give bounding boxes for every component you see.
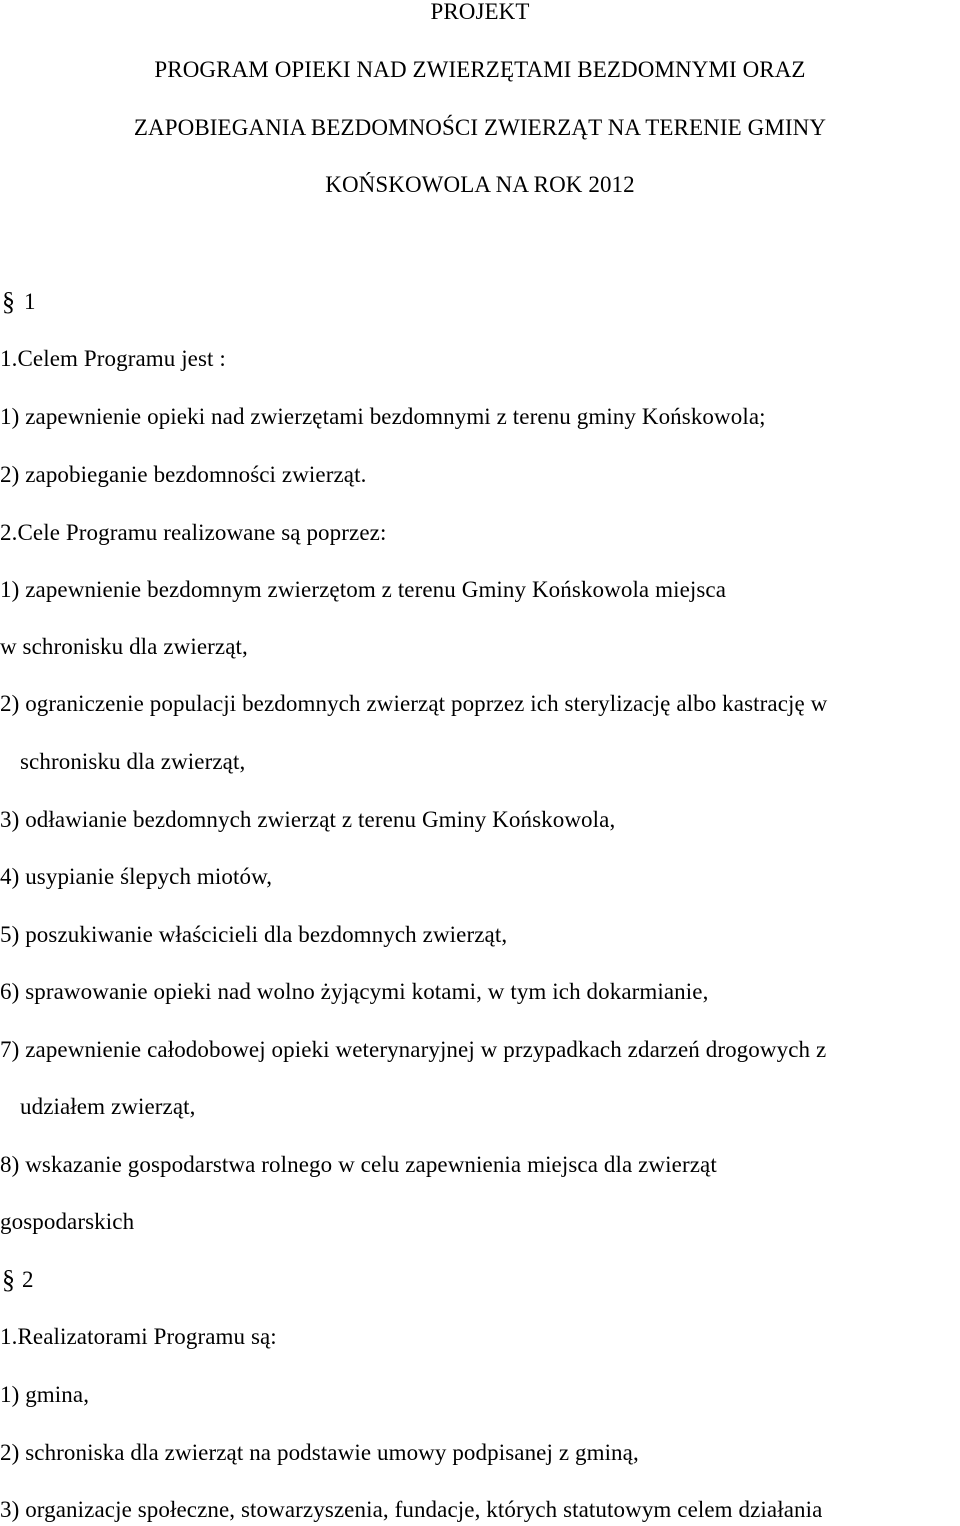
section-number-1: 1 bbox=[24, 289, 36, 314]
s1-goal-7-line-1: 7) zapewnienie całodobowej opieki weterynaryjnej w przypadkach zdarzeń drogowych z bbox=[0, 1037, 827, 1062]
title-line-3: KOŃSKOWOLA NA ROK 2012 bbox=[325, 172, 635, 197]
projekt-label: PROJEKT bbox=[430, 0, 530, 24]
s1-paragraph-2: 2.Cele Programu realizowane są poprzez: bbox=[0, 520, 387, 545]
s1-goal-3: 3) odławianie bezdomnych zwierząt z terenu Gminy Końskowola, bbox=[0, 807, 616, 832]
section-number-2: 2 bbox=[22, 1267, 34, 1292]
s2-paragraph-1: 1.Realizatorami Programu są: bbox=[0, 1324, 277, 1349]
s1-goal-2-line-2: schronisku dla zwierząt, bbox=[20, 749, 246, 774]
s2-item-2: 2) schroniska dla zwierząt na podstawie umowy podpisanej z gminą, bbox=[0, 1440, 639, 1465]
s2-item-3: 3) organizacje społeczne, stowarzyszenia, fundacje, których statutowym celem działania bbox=[0, 1497, 823, 1522]
s1-goal-5: 5) poszukiwanie właścicieli dla bezdomnych zwierząt, bbox=[0, 922, 508, 947]
s1-goal-1-line-1: 1) zapewnienie bezdomnym zwierzętom z terenu Gminy Końskowola miejsca bbox=[0, 577, 727, 602]
s2-item-1: 1) gmina, bbox=[0, 1382, 90, 1407]
s1-goal-8-line-1: 8) wskazanie gospodarstwa rolnego w celu zapewnienia miejsca dla zwierząt bbox=[0, 1152, 717, 1177]
s1-goal-1-line-2: w schronisku dla zwierząt, bbox=[0, 634, 248, 659]
s1-paragraph-1: 1.Celem Programu jest : bbox=[0, 346, 226, 371]
section-symbol-2: § bbox=[2, 1265, 15, 1294]
s1-goal-4: 4) usypianie ślepych miotów, bbox=[0, 864, 273, 889]
title-line-1: PROGRAM OPIEKI NAD ZWIERZĘTAMI BEZDOMNYMI ORAZ bbox=[154, 57, 806, 82]
section-symbol-1: § bbox=[2, 287, 15, 316]
title-line-2: ZAPOBIEGANIA BEZDOMNOŚCI ZWIERZĄT NA TERENIE GMINY bbox=[133, 115, 827, 140]
s1-goal-8-line-2: gospodarskich bbox=[0, 1209, 135, 1234]
s1-item-2: 2) zapobieganie bezdomności zwierząt. bbox=[0, 462, 367, 487]
s1-goal-7-line-2: udziałem zwierząt, bbox=[20, 1094, 196, 1119]
s1-goal-6: 6) sprawowanie opieki nad wolno żyjącymi kotami, w tym ich dokarmianie, bbox=[0, 979, 709, 1004]
s1-item-1: 1) zapewnienie opieki nad zwierzętami bezdomnymi z terenu gminy Końskowola; bbox=[0, 404, 766, 429]
s1-goal-2-line-1: 2) ograniczenie populacji bezdomnych zwierząt poprzez ich sterylizację albo kastrację w bbox=[0, 691, 828, 716]
